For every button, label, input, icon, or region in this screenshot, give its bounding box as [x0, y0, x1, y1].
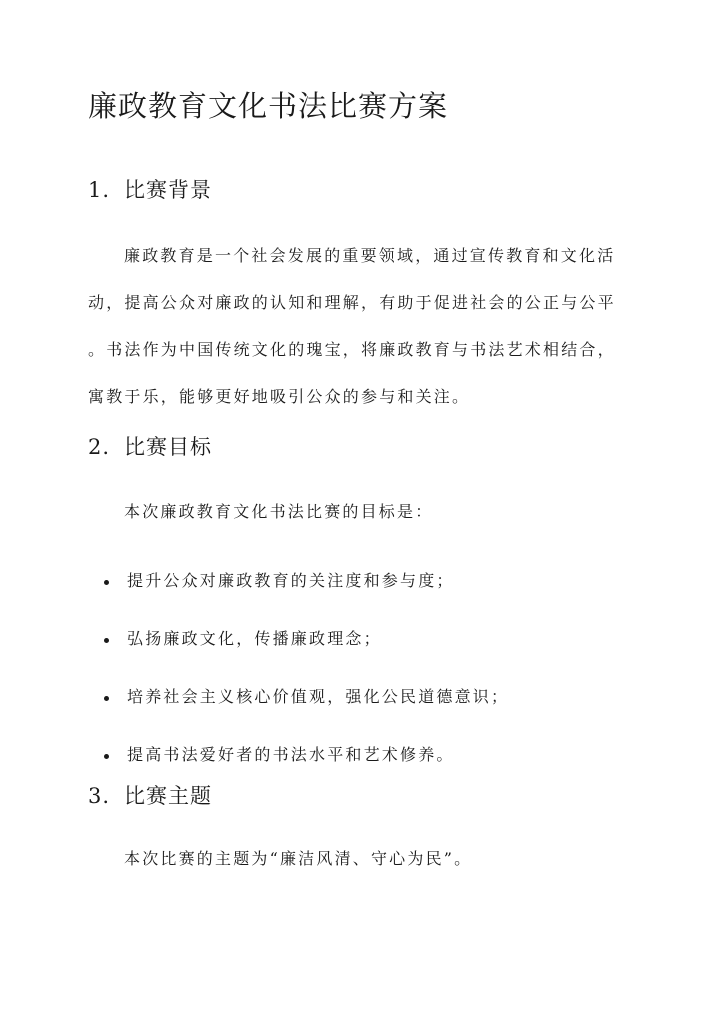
list-item — [104, 550, 509, 608]
section-heading-goals — [88, 431, 212, 461]
section-title: 比赛背景 — [124, 178, 213, 202]
section-title: 比赛主题 — [124, 784, 213, 808]
background-paragraph — [88, 232, 636, 420]
list-item-text: 培养社会主义核心价值观，强化公民道德意识； — [127, 686, 510, 706]
paragraph-line: 本次廉政教育文化书法比赛的目标是： — [124, 502, 434, 521]
paragraph-line: 本次比赛的主题为“廉洁风清、守心为民”。 — [124, 849, 473, 868]
section-number: 3. — [88, 784, 111, 808]
list-item-text: 提高书法爱好者的书法水平和艺术修养。 — [127, 744, 455, 764]
section-heading-background — [88, 174, 212, 204]
theme-paragraph — [88, 835, 636, 882]
goals-intro — [88, 488, 636, 535]
bullet-icon — [104, 754, 109, 759]
list-item-text: 弘扬廉政文化，传播廉政理念； — [127, 628, 382, 648]
list-item — [104, 608, 509, 666]
bullet-icon — [104, 696, 109, 701]
paragraph-line: 寓教于乐，能够更好地吸引公众的参与和关注。 — [88, 387, 471, 406]
section-number: 2. — [88, 435, 111, 459]
goals-list — [104, 550, 509, 782]
paragraph-line: 。书法作为中国传统文化的瑰宝，将廉政教育与书法艺术相结合， — [88, 340, 616, 359]
section-heading-theme — [88, 780, 212, 810]
list-item-text: 提升公众对廉政教育的关注度和参与度； — [127, 570, 455, 590]
section-number: 1. — [88, 178, 111, 202]
list-item — [104, 724, 509, 782]
bullet-icon — [104, 638, 109, 643]
bullet-icon — [104, 580, 109, 585]
list-item — [104, 666, 509, 724]
paragraph-line: 动，提高公众对廉政的认知和理解，有助于促进社会的公正与公平 — [88, 293, 616, 312]
document-title: 廉政教育文化书法比赛方案 — [88, 89, 449, 123]
paragraph-line: 廉政教育是一个社会发展的重要领域，通过宣传教育和文化活 — [124, 246, 616, 265]
section-title: 比赛目标 — [124, 435, 213, 459]
